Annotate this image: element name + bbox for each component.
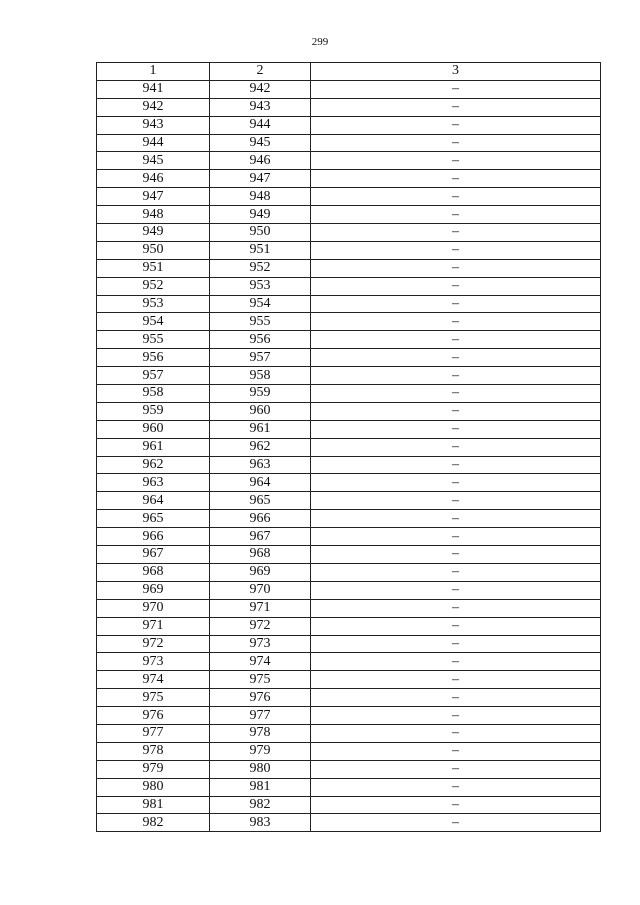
- table-row: [97, 707, 601, 725]
- table-cell-col-2: 972: [210, 617, 311, 635]
- table-cell-col-3: –: [311, 635, 601, 653]
- table-cell-col-3: –: [311, 814, 601, 832]
- table-cell-col-2: 961: [210, 420, 311, 438]
- data-table: [96, 62, 601, 832]
- table-cell-col-3: –: [311, 224, 601, 242]
- table-cell-col-2: 969: [210, 563, 311, 581]
- table-cell-col-3: –: [311, 349, 601, 367]
- table-cell-col-1: 971: [97, 617, 210, 635]
- table-cell-col-3: –: [311, 331, 601, 349]
- table-cell-col-3: –: [311, 456, 601, 474]
- table-cell-col-1: 942: [97, 98, 210, 116]
- table-cell-col-2: 956: [210, 331, 311, 349]
- table-cell-col-2: 967: [210, 528, 311, 546]
- table-row: [97, 438, 601, 456]
- table-cell-col-2: 978: [210, 724, 311, 742]
- table-cell-col-3: –: [311, 617, 601, 635]
- table-row: [97, 295, 601, 313]
- table-cell-col-1: 963: [97, 474, 210, 492]
- table-row: [97, 671, 601, 689]
- table-cell-col-2: 977: [210, 707, 311, 725]
- table-cell-col-3: –: [311, 778, 601, 796]
- table-cell-col-2: 979: [210, 742, 311, 760]
- table-row: [97, 796, 601, 814]
- table-cell-col-1: 966: [97, 528, 210, 546]
- table-cell-col-1: 961: [97, 438, 210, 456]
- table-body: [97, 80, 601, 831]
- table-cell-col-1: 953: [97, 295, 210, 313]
- table-cell-col-2: 963: [210, 456, 311, 474]
- table-cell-col-3: –: [311, 671, 601, 689]
- table-cell-col-3: –: [311, 259, 601, 277]
- table-cell-col-2: 981: [210, 778, 311, 796]
- table-row: [97, 474, 601, 492]
- table-row: [97, 420, 601, 438]
- table-row: [97, 80, 601, 98]
- table-row: [97, 581, 601, 599]
- table-cell-col-1: 958: [97, 385, 210, 403]
- table-cell-col-3: –: [311, 313, 601, 331]
- table-cell-col-2: 968: [210, 546, 311, 564]
- table-cell-col-2: 944: [210, 116, 311, 134]
- table-cell-col-1: 964: [97, 492, 210, 510]
- table-cell-col-1: 955: [97, 331, 210, 349]
- table-row: [97, 241, 601, 259]
- table-row: [97, 259, 601, 277]
- table-cell-col-3: –: [311, 277, 601, 295]
- table-cell-col-3: –: [311, 689, 601, 707]
- table-cell-col-1: 968: [97, 563, 210, 581]
- table-cell-col-2: 960: [210, 402, 311, 420]
- table-cell-col-2: 951: [210, 241, 311, 259]
- table-cell-col-1: 969: [97, 581, 210, 599]
- table-row: [97, 778, 601, 796]
- table-cell-col-2: 976: [210, 689, 311, 707]
- table-row: [97, 689, 601, 707]
- table-row: [97, 492, 601, 510]
- table-row: [97, 814, 601, 832]
- table-cell-col-3: –: [311, 80, 601, 98]
- table-cell-col-1: 945: [97, 152, 210, 170]
- column-header-2: 2: [210, 63, 311, 81]
- table-cell-col-2: 965: [210, 492, 311, 510]
- table-row: [97, 367, 601, 385]
- table-cell-col-3: –: [311, 385, 601, 403]
- table-cell-col-3: –: [311, 98, 601, 116]
- table-cell-col-3: –: [311, 474, 601, 492]
- table-row: [97, 402, 601, 420]
- table-row: [97, 170, 601, 188]
- table-cell-col-3: –: [311, 188, 601, 206]
- table-cell-col-3: –: [311, 116, 601, 134]
- table-row: [97, 277, 601, 295]
- table-cell-col-2: 959: [210, 385, 311, 403]
- table-cell-col-1: 948: [97, 206, 210, 224]
- table-row: [97, 206, 601, 224]
- table-cell-col-2: 943: [210, 98, 311, 116]
- table-cell-col-2: 966: [210, 510, 311, 528]
- table-cell-col-2: 955: [210, 313, 311, 331]
- table-cell-col-3: –: [311, 599, 601, 617]
- table-row: [97, 653, 601, 671]
- table-cell-col-3: –: [311, 170, 601, 188]
- table-cell-col-3: –: [311, 581, 601, 599]
- table-cell-col-1: 975: [97, 689, 210, 707]
- table-cell-col-2: 953: [210, 277, 311, 295]
- table-cell-col-3: –: [311, 241, 601, 259]
- table-cell-col-2: 983: [210, 814, 311, 832]
- table-row: [97, 724, 601, 742]
- table-cell-col-1: 960: [97, 420, 210, 438]
- table-cell-col-1: 952: [97, 277, 210, 295]
- table-cell-col-3: –: [311, 742, 601, 760]
- table-cell-col-2: 971: [210, 599, 311, 617]
- table-row: [97, 563, 601, 581]
- table-row: [97, 635, 601, 653]
- table-cell-col-2: 964: [210, 474, 311, 492]
- table-cell-col-1: 943: [97, 116, 210, 134]
- table-cell-col-1: 977: [97, 724, 210, 742]
- table-cell-col-3: –: [311, 206, 601, 224]
- table-cell-col-3: –: [311, 796, 601, 814]
- table-cell-col-1: 974: [97, 671, 210, 689]
- table-row: [97, 546, 601, 564]
- table-cell-col-1: 956: [97, 349, 210, 367]
- table-row: [97, 510, 601, 528]
- table-cell-col-1: 944: [97, 134, 210, 152]
- table-cell-col-3: –: [311, 152, 601, 170]
- column-header-1: 1: [97, 63, 210, 81]
- table-row: [97, 456, 601, 474]
- table-cell-col-2: 952: [210, 259, 311, 277]
- table-cell-col-3: –: [311, 134, 601, 152]
- table-cell-col-1: 959: [97, 402, 210, 420]
- table-cell-col-2: 948: [210, 188, 311, 206]
- table-cell-col-3: –: [311, 492, 601, 510]
- table-cell-col-1: 982: [97, 814, 210, 832]
- table-row: [97, 313, 601, 331]
- table-cell-col-1: 965: [97, 510, 210, 528]
- table-cell-col-2: 982: [210, 796, 311, 814]
- table-cell-col-1: 957: [97, 367, 210, 385]
- table-cell-col-2: 942: [210, 80, 311, 98]
- table-row: [97, 224, 601, 242]
- table-cell-col-2: 945: [210, 134, 311, 152]
- table-row: [97, 349, 601, 367]
- table-cell-col-2: 962: [210, 438, 311, 456]
- table-cell-col-2: 975: [210, 671, 311, 689]
- column-header-3: 3: [311, 63, 601, 81]
- table-cell-col-2: 950: [210, 224, 311, 242]
- table-cell-col-3: –: [311, 546, 601, 564]
- table-cell-col-2: 970: [210, 581, 311, 599]
- table-row: [97, 385, 601, 403]
- table-row: [97, 599, 601, 617]
- table-cell-col-1: 976: [97, 707, 210, 725]
- table-cell-col-2: 947: [210, 170, 311, 188]
- table-cell-col-3: –: [311, 295, 601, 313]
- table-cell-col-1: 949: [97, 224, 210, 242]
- table-cell-col-3: –: [311, 367, 601, 385]
- table-cell-col-1: 980: [97, 778, 210, 796]
- table-cell-col-1: 941: [97, 80, 210, 98]
- table-cell-col-1: 972: [97, 635, 210, 653]
- table-cell-col-3: –: [311, 707, 601, 725]
- table-cell-col-3: –: [311, 510, 601, 528]
- table-cell-col-1: 946: [97, 170, 210, 188]
- table-cell-col-2: 958: [210, 367, 311, 385]
- table-cell-col-3: –: [311, 653, 601, 671]
- table-cell-col-1: 979: [97, 760, 210, 778]
- table-cell-col-1: 951: [97, 259, 210, 277]
- table-cell-col-2: 946: [210, 152, 311, 170]
- table-row: [97, 116, 601, 134]
- table-row: [97, 188, 601, 206]
- table-row: [97, 98, 601, 116]
- table-cell-col-1: 973: [97, 653, 210, 671]
- table-cell-col-3: –: [311, 563, 601, 581]
- table-cell-col-3: –: [311, 724, 601, 742]
- table-cell-col-2: 949: [210, 206, 311, 224]
- table-row: [97, 760, 601, 778]
- table-cell-col-2: 973: [210, 635, 311, 653]
- table-cell-col-1: 962: [97, 456, 210, 474]
- table-row: [97, 134, 601, 152]
- table-cell-col-2: 980: [210, 760, 311, 778]
- table-cell-col-2: 974: [210, 653, 311, 671]
- page-number: 299: [311, 36, 329, 48]
- table-cell-col-3: –: [311, 760, 601, 778]
- table-cell-col-1: 967: [97, 546, 210, 564]
- table-cell-col-3: –: [311, 528, 601, 546]
- table-cell-col-1: 970: [97, 599, 210, 617]
- table-cell-col-1: 954: [97, 313, 210, 331]
- table-header-row: [97, 63, 601, 81]
- table-cell-col-2: 957: [210, 349, 311, 367]
- table-row: [97, 331, 601, 349]
- table-cell-col-3: –: [311, 402, 601, 420]
- table-row: [97, 528, 601, 546]
- table-row: [97, 152, 601, 170]
- table-cell-col-1: 947: [97, 188, 210, 206]
- table-cell-col-2: 954: [210, 295, 311, 313]
- table-cell-col-1: 981: [97, 796, 210, 814]
- table-cell-col-1: 950: [97, 241, 210, 259]
- table-cell-col-3: –: [311, 438, 601, 456]
- table-row: [97, 617, 601, 635]
- table-cell-col-3: –: [311, 420, 601, 438]
- table-cell-col-1: 978: [97, 742, 210, 760]
- table-row: [97, 742, 601, 760]
